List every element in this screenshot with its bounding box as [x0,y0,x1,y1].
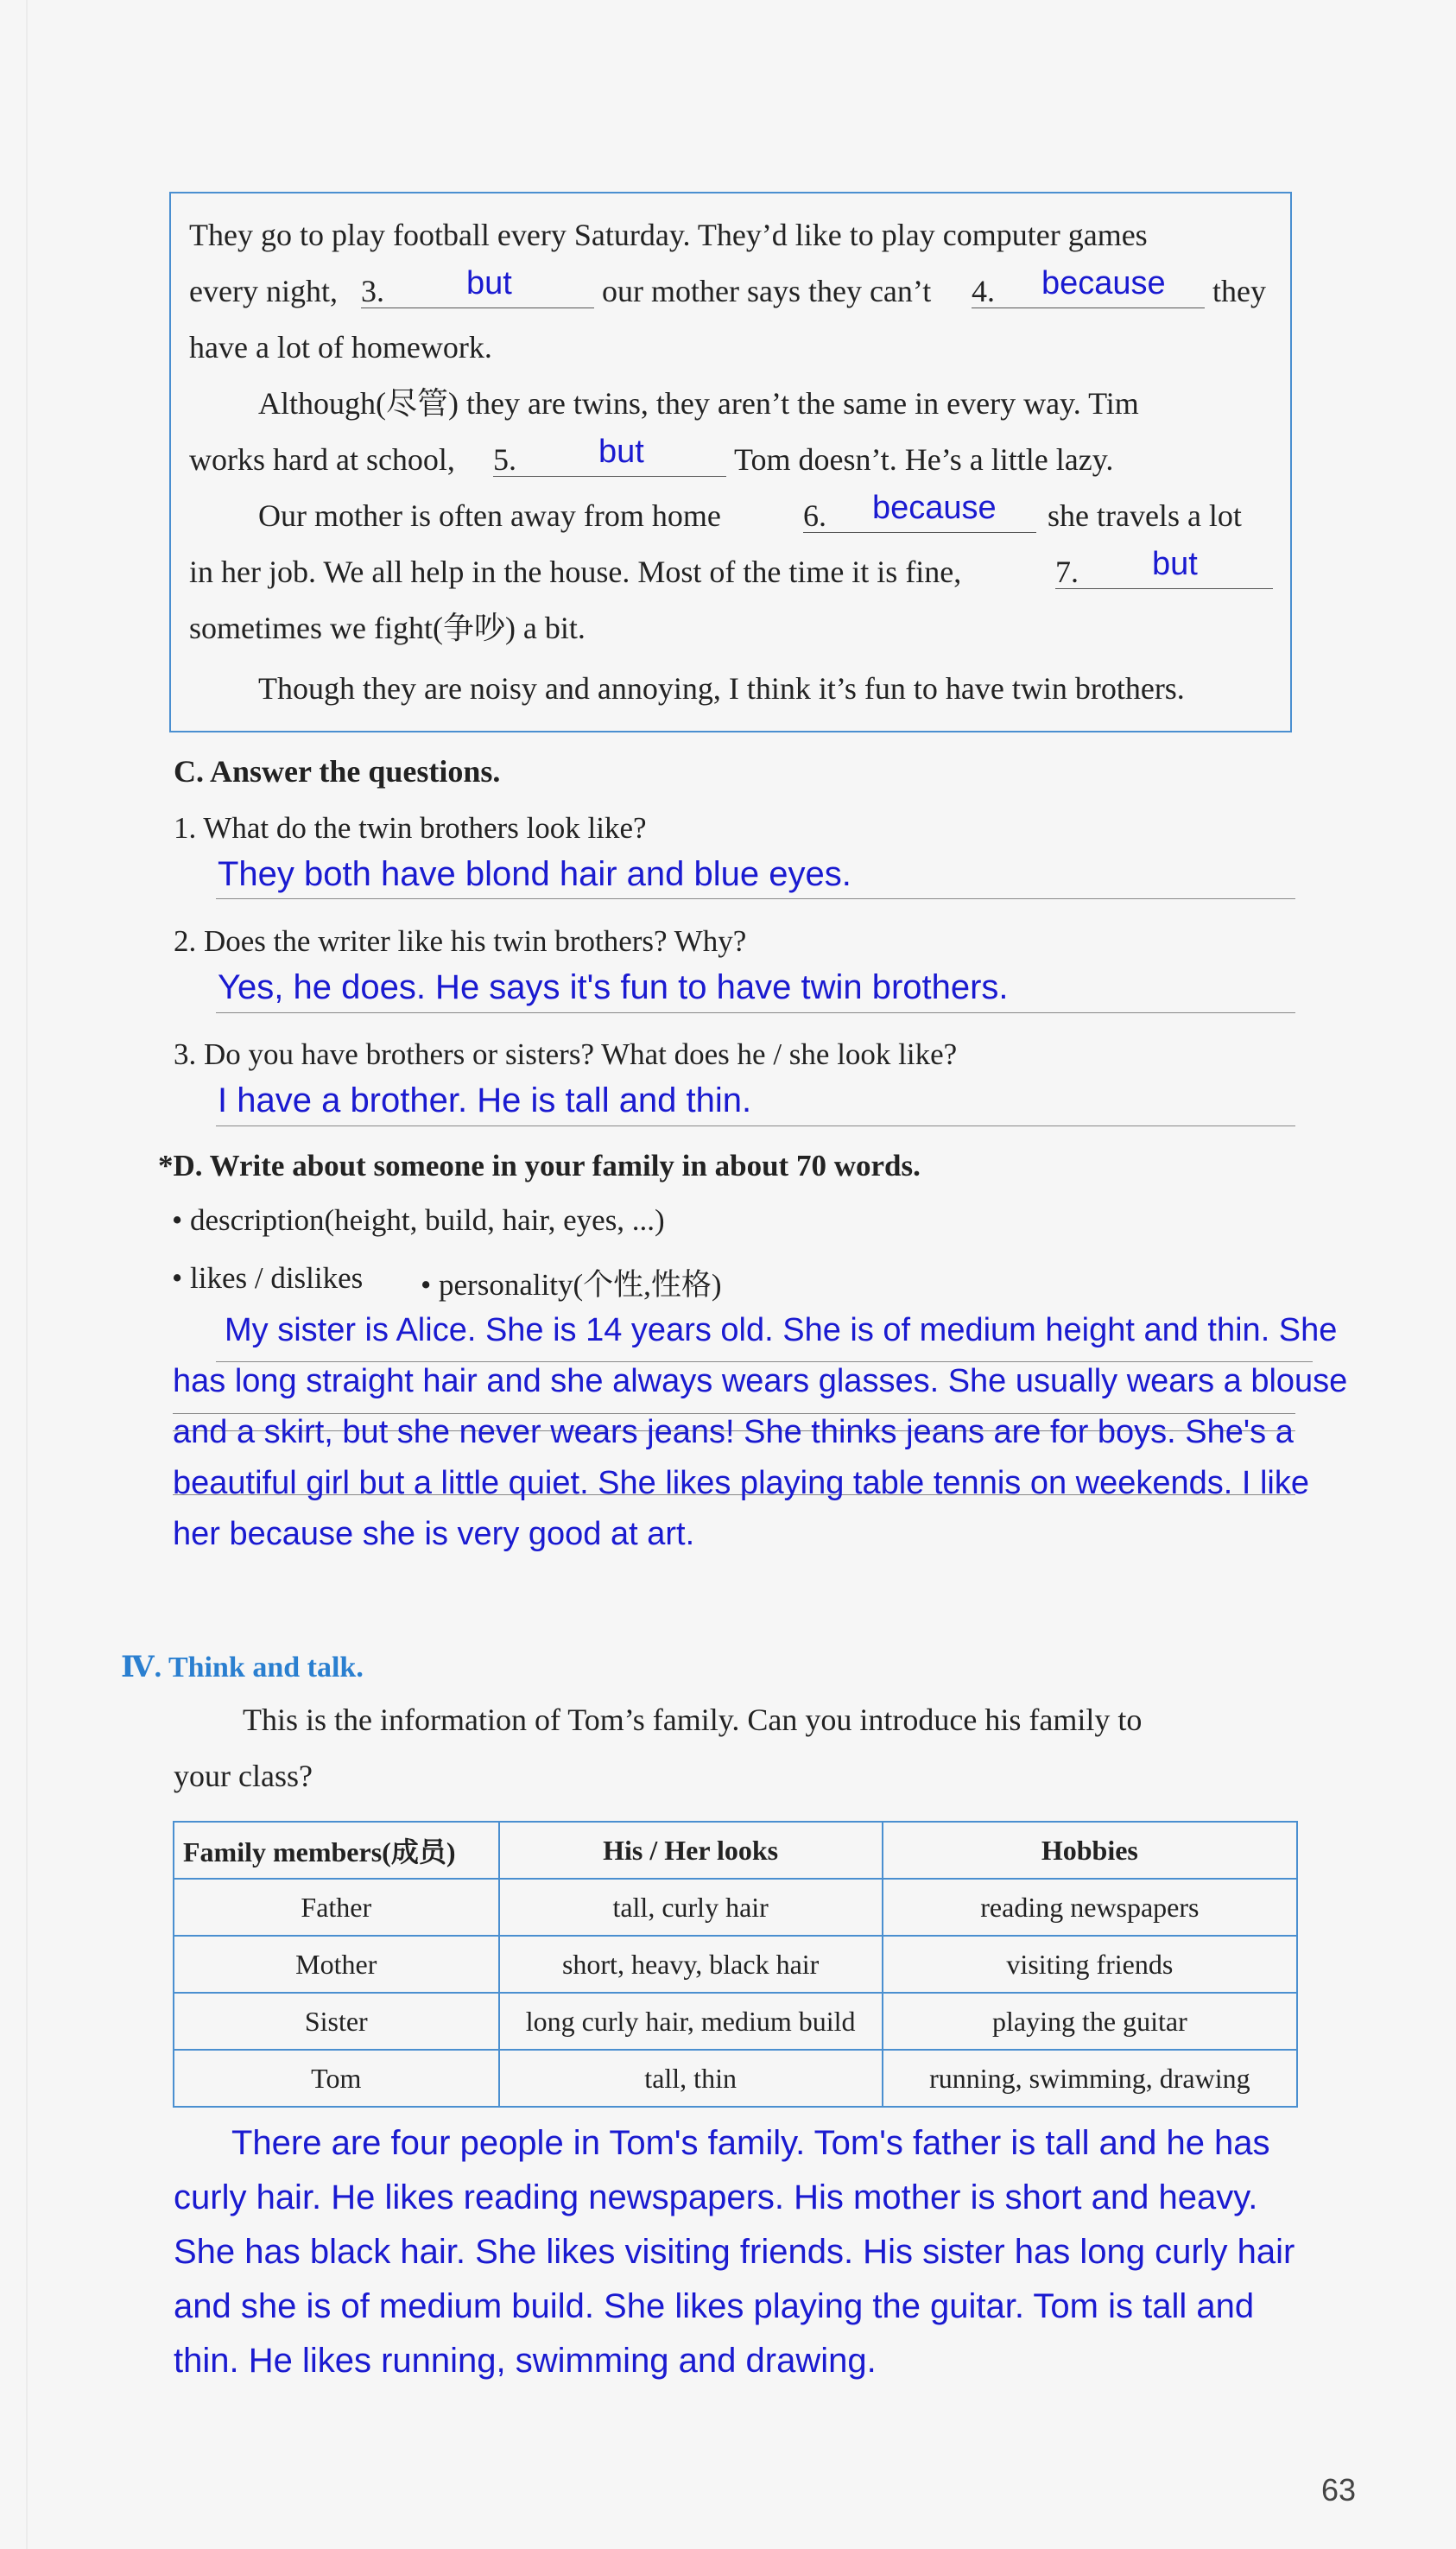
table-header-cell: Family members(成员) [174,1822,499,1879]
blank-7-answer: but [1152,546,1198,582]
bullet-personality: • personality(个性,性格) [421,1268,722,1302]
answer-2: Yes, he does. He says it's fun to have twin brothers. [218,968,1009,1006]
passage-line-5a: works hard at school, [189,442,455,477]
table-cell: Mother [174,1936,499,1993]
answer-2-line [216,1012,1295,1013]
answer-3-line [216,1125,1295,1126]
passage-line-3: have a lot of homework. [189,330,492,365]
table-cell: tall, curly hair [499,1879,883,1936]
page-edge [26,0,28,2549]
essay-line-2: has long straight hair and she always wears glasses. She usually wears a blouse [173,1363,1348,1399]
answer-paragraph-line-4: and she is of medium build. She likes playing the guitar. Tom is tall and [174,2287,1255,2325]
blank-7-line [1055,588,1273,589]
blank-4-number: 4. [972,274,995,308]
answer-paragraph-line-2: curly hair. He likes reading newspapers. His mother is short and heavy. [174,2178,1258,2216]
page-number: 63 [1321,2472,1357,2508]
passage-line-6a: Our mother is often away from home [258,498,721,533]
passage-line-4: Although(尽管) they are twins, they aren’t the same in every way. Tim [258,386,1139,421]
passage-line-2a: every night, [189,274,338,308]
blank-6-number: 6. [803,498,826,533]
bullet-description: • description(height, build, hair, eyes, ...) [172,1203,665,1237]
passage-line-1: They go to play football every Saturday. They’d like to play computer games [189,218,1148,252]
table-row [174,1879,1297,1936]
essay-line-5: her because she is very good at art. [173,1516,695,1552]
table-header-cell: His / Her looks [499,1822,883,1879]
passage-line-2b: our mother says they can’t [602,274,932,308]
essay-line-4: beautiful girl but a little quiet. She likes playing table tennis on weekends. I like [173,1465,1310,1501]
section-d-heading: *D. Write about someone in your family in about 70 words. [158,1149,921,1183]
table-row [174,1936,1297,1993]
blank-3-answer: but [466,265,512,301]
blank-5-line [493,476,726,477]
table-row [174,1993,1297,2050]
table-row [174,2050,1297,2107]
passage-line-8: sometimes we fight(争吵) a bit. [189,611,586,645]
answer-1-line [216,898,1295,899]
passage-line-7: in her job. We all help in the house. Most of the time it is fine, [189,555,962,589]
table-cell: Father [174,1879,499,1936]
table-cell: running, swimming, drawing [883,2050,1297,2107]
blank-7-number: 7. [1055,555,1079,589]
answer-paragraph-line-3: She has black hair. She likes visiting friends. His sister has long curly hair [174,2233,1295,2271]
intro-line-2: your class? [174,1759,313,1793]
table-cell: Tom [174,2050,499,2107]
blank-6-answer: because [872,490,997,526]
table-header-row [174,1822,1297,1879]
passage-line-9: Though they are noisy and annoying, I think it’s fun to have twin brothers. [258,671,1185,706]
answer-1: They both have blond hair and blue eyes. [218,855,851,893]
table-cell: Sister [174,1993,499,2050]
answer-paragraph-line-1: There are four people in Tom's family. Tom's father is tall and he has [231,2124,1270,2162]
table-cell: short, heavy, black hair [499,1936,883,1993]
passage-line-2c: they [1212,274,1266,308]
question-3: 3. Do you have brothers or sisters? What does he / she look like? [174,1037,958,1071]
blank-3-number: 3. [361,274,384,308]
blank-5-answer: but [598,434,644,470]
table-cell: reading newspapers [883,1879,1297,1936]
answer-3: I have a brother. He is tall and thin. [218,1081,752,1119]
table-cell: long curly hair, medium build [499,1993,883,2050]
table-cell: playing the guitar [883,1993,1297,2050]
passage-line-5b: Tom doesn’t. He’s a little lazy. [734,442,1114,477]
question-1: 1. What do the twin brothers look like? [174,811,647,845]
essay-line-1: My sister is Alice. She is 14 years old. She is of medium height and thin. She [225,1312,1338,1348]
question-2: 2. Does the writer like his twin brothers? Why? [174,924,747,958]
answer-paragraph-line-5: thin. He likes running, swimming and drawing. [174,2342,877,2380]
family-table [173,1821,1298,2108]
intro-line-1: This is the information of Tom’s family. Can you introduce his family to [243,1703,1143,1737]
section-c-heading: C. Answer the questions. [174,754,501,789]
essay-line-3: and a skirt, but she never wears jeans! She thinks jeans are for boys. She's a [173,1414,1294,1450]
blank-5-number: 5. [493,442,516,477]
table-header-cell: Hobbies [883,1822,1297,1879]
section-iv-heading: Ⅳ. Think and talk. [121,1652,364,1683]
blank-4-answer: because [1041,265,1166,301]
blank-6-line [803,532,1036,533]
passage-line-6b: she travels a lot [1048,498,1242,533]
table-cell: tall, thin [499,2050,883,2107]
table-cell: visiting friends [883,1936,1297,1993]
bullet-likes-dislikes: • likes / dislikes [172,1261,364,1295]
